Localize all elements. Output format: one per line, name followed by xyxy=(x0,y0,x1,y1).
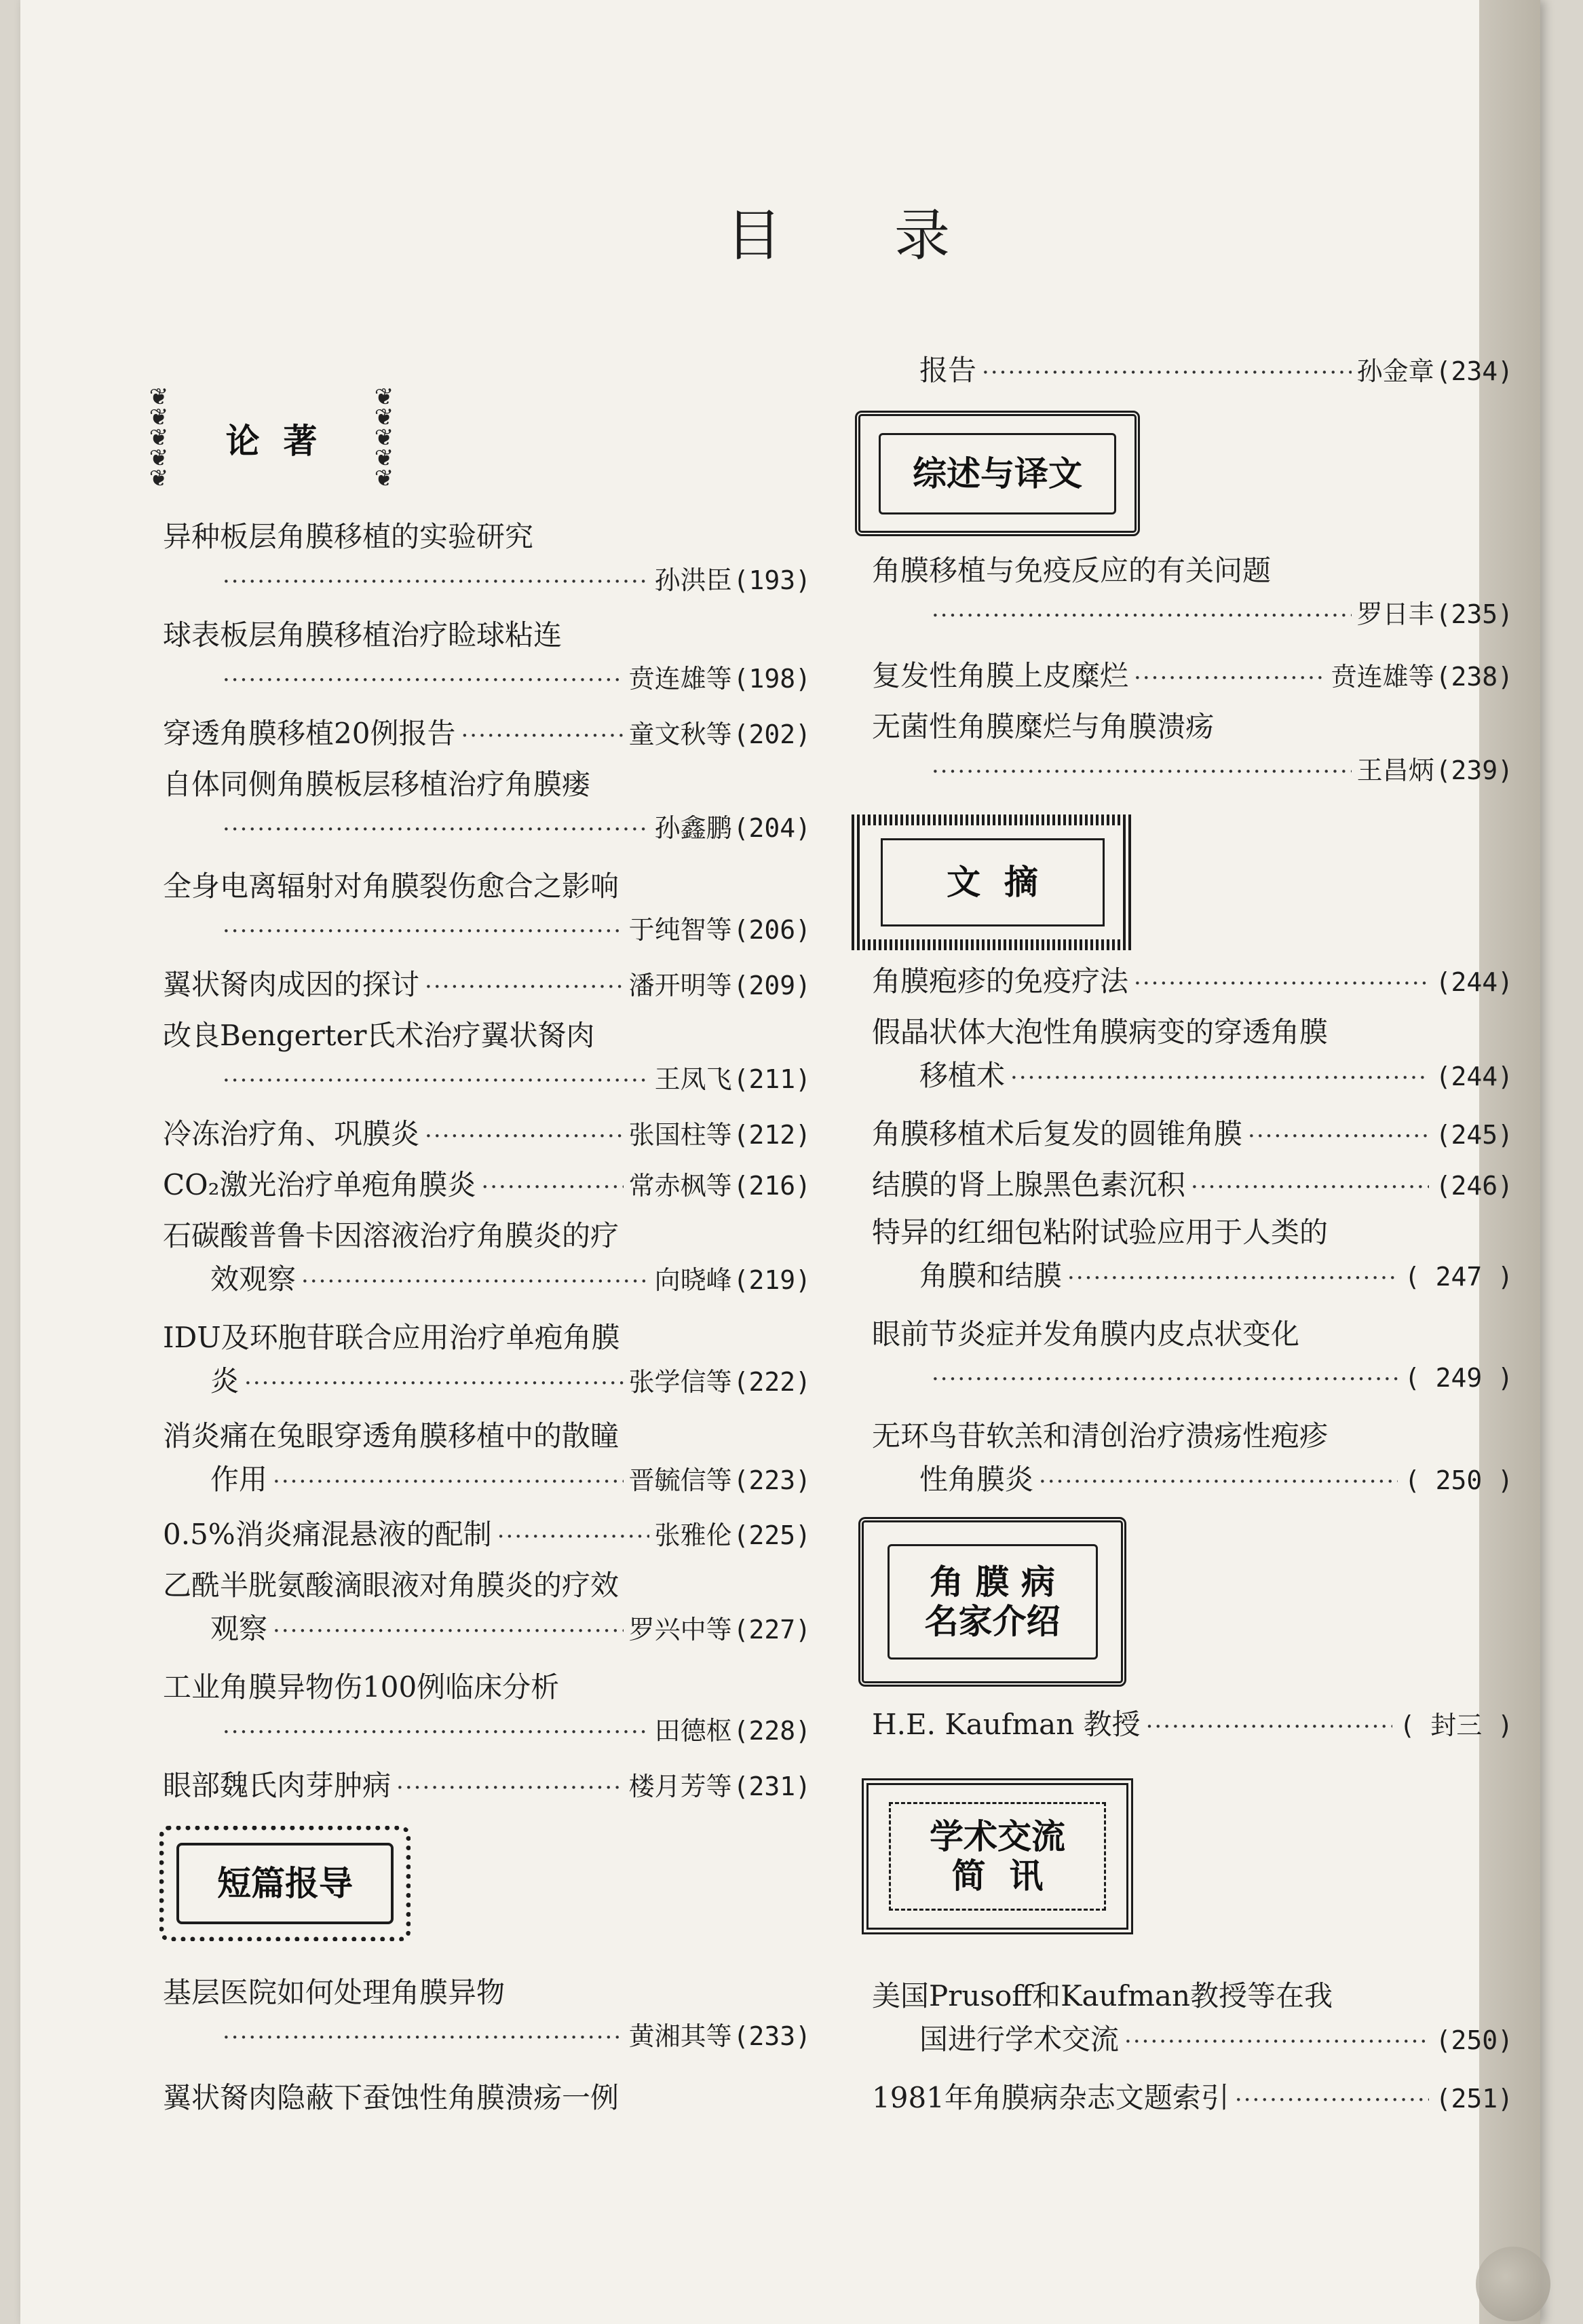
entry-title: 角膜移植术后复发的圆锥角膜 xyxy=(872,1117,1243,1150)
toc-entry xyxy=(872,550,1513,637)
toc-entry xyxy=(872,1011,1513,1098)
entry-page: (238) xyxy=(1435,662,1513,692)
entry-title: 改良Bengerter氏术治疗翼状胬肉 xyxy=(163,1019,595,1052)
section-title-zongshu: 综述与译文 xyxy=(879,433,1116,514)
toc-entry xyxy=(872,1113,1513,1157)
entry-page: (244) xyxy=(1435,967,1513,997)
entry-page: (219) xyxy=(733,1265,811,1295)
section-title-mingjia: 角 膜 病 名家介绍 xyxy=(888,1544,1098,1660)
entry-title: 翼状胬肉隐蔽下蚕蚀性角膜溃疡一例 xyxy=(163,2081,619,2114)
toc-entry xyxy=(872,1212,1513,1298)
toc-entry xyxy=(163,1765,811,1808)
entry-title-cont: 国进行学术交流 xyxy=(919,2023,1120,2056)
entry-author: 王昌炳 xyxy=(1356,755,1434,785)
toc-entry xyxy=(163,1113,811,1157)
toc-entry xyxy=(163,964,811,1007)
entry-title-cont: 观察 xyxy=(210,1612,268,1645)
toc-entry xyxy=(163,516,811,603)
entry-author: 罗兴中等 xyxy=(628,1615,732,1645)
entry-title: 石碳酸普鲁卡因溶液治疗角膜炎的疗 xyxy=(163,1219,619,1252)
entry-page: (235) xyxy=(1435,599,1513,629)
watermark-logo-icon xyxy=(1476,2247,1550,2321)
section-badge-duanpian xyxy=(159,1826,411,1941)
entry-page: (209) xyxy=(733,971,811,1000)
entry-title: IDU及环胞苷联合应用治疗单疱角膜 xyxy=(163,1321,620,1354)
entry-page: (204) xyxy=(733,813,811,843)
entry-title: 全身电离辐射对角膜裂伤愈合之影响 xyxy=(163,869,619,903)
entry-page: (206) xyxy=(733,915,811,945)
entry-author: 孙金章 xyxy=(1356,356,1434,386)
section-badge-mingjia xyxy=(858,1517,1126,1687)
entry-author: 楼月芳等 xyxy=(628,1772,732,1801)
entry-title: 眼部魏氏肉芽肿病 xyxy=(163,1769,392,1802)
entry-title: 基层医院如何处理角膜异物 xyxy=(163,1976,506,2009)
entry-title: 无菌性角膜糜烂与角膜溃疡 xyxy=(872,710,1215,743)
entry-title: 报告 xyxy=(919,354,977,387)
section-title-duanpian: 短篇报导 xyxy=(176,1843,394,1924)
entry-page: (239) xyxy=(1435,755,1513,785)
entry-page: (231) xyxy=(733,1772,811,1801)
toc-entry xyxy=(872,1313,1513,1400)
entry-page: (198) xyxy=(733,664,811,694)
section-badge-wenzhai xyxy=(852,814,1133,950)
entry-title-cont: 角膜和结膜 xyxy=(919,1259,1063,1292)
entry-title: 穿透角膜移植20例报告 xyxy=(163,717,456,750)
laurel-right-icon: ❦ ❦ ❦ ❦ ❦ xyxy=(374,383,394,492)
entry-author: 童文秋等 xyxy=(628,719,732,749)
toc-entry xyxy=(872,1164,1513,1207)
entry-title: 无环鸟苷软羔和清创治疗溃疡性疱疹 xyxy=(872,1419,1329,1452)
toc-entry xyxy=(163,713,811,756)
entry-page: (233) xyxy=(733,2021,811,2051)
entry-page: (245) xyxy=(1435,1120,1513,1150)
toc-entry xyxy=(872,1704,1513,1747)
toc-entry xyxy=(872,1975,1513,2062)
entry-page: (246) xyxy=(1435,1171,1513,1201)
entry-page: (212) xyxy=(733,1120,811,1150)
entry-title: 工业角膜异物伤100例临床分析 xyxy=(163,1670,560,1704)
entry-author: 张学信等 xyxy=(628,1367,732,1397)
entry-page: (202) xyxy=(733,719,811,749)
section-title-lunzhu: 论 著 xyxy=(225,421,318,461)
title-char-2: 录 xyxy=(894,203,950,268)
entry-page: ( 250 ) xyxy=(1404,1465,1513,1495)
laurel-left-icon: ❦ ❦ ❦ ❦ ❦ xyxy=(149,383,169,492)
entry-author: 孙洪臣 xyxy=(654,565,732,595)
entry-title: 球表板层角膜移植治疗睑球粘连 xyxy=(163,618,562,652)
entry-title: 0.5%消炎痛混悬液的配制 xyxy=(163,1518,492,1551)
entry-author: 张雅伦 xyxy=(654,1520,732,1550)
entry-page: ( 247 ) xyxy=(1404,1262,1513,1292)
document-page xyxy=(20,0,1540,2324)
toc-entry xyxy=(163,1514,811,1557)
section-title-wenzhai: 文 摘 xyxy=(881,838,1105,926)
entry-author: 晋毓信等 xyxy=(628,1465,732,1495)
entry-page: (216) xyxy=(733,1171,811,1201)
entry-title: 乙酰半胱氨酸滴眼液对角膜炎的疗效 xyxy=(163,1569,619,1602)
entry-title: 特异的红细包粘附试验应用于人类的 xyxy=(872,1216,1329,1249)
toc-entry xyxy=(872,655,1513,698)
entry-title-cont: 效观察 xyxy=(210,1262,297,1296)
entry-title: 消炎痛在兔眼穿透角膜移植中的散瞳 xyxy=(163,1419,619,1452)
entry-title: 角膜疱疹的免疫疗法 xyxy=(872,964,1129,998)
entry-title-cont: 移植术 xyxy=(919,1059,1006,1092)
entry-title-cont: 作用 xyxy=(210,1463,268,1496)
entry-title: CO₂激光治疗单疱角膜炎 xyxy=(163,1168,476,1201)
toc-entry xyxy=(163,1215,811,1302)
title-char-1: 目 xyxy=(726,203,782,268)
section-badge-lunzhu xyxy=(142,380,400,502)
entry-page: (227) xyxy=(733,1615,811,1645)
toc-entry xyxy=(163,1164,811,1207)
toc-entry xyxy=(163,1972,811,2059)
page-title xyxy=(726,193,950,268)
entry-title: 异种板层角膜移植的实验研究 xyxy=(163,520,534,553)
toc-entry xyxy=(872,1415,1513,1502)
entry-author: 黄湘其等 xyxy=(628,2021,732,2051)
entry-author: 贲连雄等 xyxy=(628,664,732,694)
entry-title: 角膜移植与免疫反应的有关问题 xyxy=(872,554,1272,587)
toc-entry xyxy=(163,865,811,952)
entry-title-cont: 炎 xyxy=(210,1364,240,1398)
entry-page: (251) xyxy=(1435,2084,1513,2114)
entry-page: (250) xyxy=(1435,2025,1513,2055)
section-badge-zongshu xyxy=(855,411,1140,536)
entry-title-cont: 性角膜炎 xyxy=(919,1463,1034,1496)
toc-entry xyxy=(163,1564,811,1651)
entry-page: ( 封三 ) xyxy=(1399,1710,1513,1740)
entry-author: 常赤枫等 xyxy=(628,1171,732,1201)
entry-author: 于纯智等 xyxy=(628,915,732,945)
entry-page: (223) xyxy=(733,1465,811,1495)
entry-page: (193) xyxy=(733,565,811,595)
entry-author: 贲连雄等 xyxy=(1331,662,1434,692)
entry-title: 结膜的肾上腺黑色素沉积 xyxy=(872,1168,1186,1201)
toc-entry xyxy=(872,960,1513,1004)
section-title-xueshu: 学术交流 简 讯 xyxy=(889,1802,1106,1911)
entry-title: 眼前节炎症并发角膜内皮点状变化 xyxy=(872,1317,1300,1351)
entry-page: (225) xyxy=(733,1520,811,1550)
entry-title: 1981年角膜病杂志文题索引 xyxy=(872,2081,1229,2114)
entry-author: 向晓峰 xyxy=(654,1265,732,1295)
toc-entry xyxy=(872,2077,1513,2120)
entry-title: 冷冻治疗角、巩膜炎 xyxy=(163,1117,420,1150)
entry-page: (228) xyxy=(733,1716,811,1746)
toc-entry xyxy=(163,1015,811,1102)
entry-title: 翼状胬肉成因的探讨 xyxy=(163,968,420,1001)
entry-author: 潘开明等 xyxy=(628,971,732,1000)
entry-page: ( 249 ) xyxy=(1404,1363,1513,1393)
toc-entry xyxy=(872,706,1513,793)
toc-entry xyxy=(872,350,1513,393)
entry-page: (222) xyxy=(733,1367,811,1397)
entry-page: (234) xyxy=(1435,356,1513,386)
section-badge-xueshu xyxy=(862,1778,1133,1934)
entry-author: 罗日丰 xyxy=(1356,599,1434,629)
entry-author: 王凤飞 xyxy=(654,1064,732,1094)
entry-author: 田德枢 xyxy=(654,1716,732,1746)
toc-entry xyxy=(163,614,811,701)
entry-title: H.E. Kaufman 教授 xyxy=(872,1708,1141,1741)
toc-entry xyxy=(163,1317,811,1404)
entry-author: 孙鑫鹏 xyxy=(654,813,732,843)
entry-title: 美国Prusoff和Kaufman教授等在我 xyxy=(872,1979,1333,2012)
toc-entry xyxy=(163,1415,811,1502)
toc-entry xyxy=(163,764,811,850)
entry-page: (211) xyxy=(733,1064,811,1094)
entry-title: 复发性角膜上皮糜烂 xyxy=(872,659,1129,692)
entry-page: (244) xyxy=(1435,1062,1513,1091)
entry-title: 自体同侧角膜板层移植治疗角膜瘘 xyxy=(163,768,591,801)
toc-entry xyxy=(163,2077,811,2120)
entry-author: 张国柱等 xyxy=(628,1120,732,1150)
entry-title: 假晶状体大泡性角膜病变的穿透角膜 xyxy=(872,1015,1329,1049)
toc-entry xyxy=(163,1666,811,1753)
